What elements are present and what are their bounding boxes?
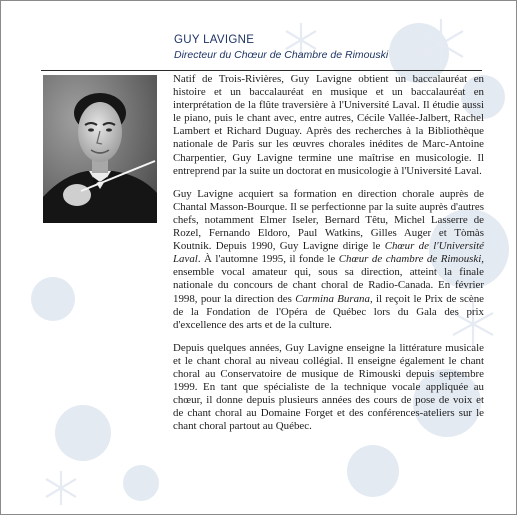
bio-paragraph-2-part-4: , il reçoit le Prix de scène de la Fondation de l'Opéra de Québec lors du Gala des prix d'excellence des arts et de la culture. <box>173 292 484 331</box>
bio-paragraph-2-part-2: . À l'automne 1995, il fonde le <box>197 253 339 266</box>
bio-paragraph-3: Depuis quelques années, Guy Lavigne enseigne la littérature musicale et le chant choral au niveau collégial. Il enseigne également le chant choral au Conservatoire de musique de Rimouski depuis septembre 1999. En tant que spécialiste de la technique vocale appliquée au chœur, il donne depuis plusieurs années des cours de pose de voix et de chant choral au Domaine Forget et des conférences-ateliers sur le chant choral partout au Québec. <box>173 341 484 433</box>
portrait-illustration <box>43 75 157 223</box>
header-divider <box>41 70 482 71</box>
bio-paragraph-2 <box>173 188 484 332</box>
choir-name-rimouski: Chœur de chambre de Rimouski <box>338 253 482 266</box>
bio-paragraph-1: Natif de Trois-Rivières, Guy Lavigne obtient un baccalauréat en histoire et un baccalauréat en musique et un baccalauréat en interprétation de la flûte traversière à l'Université Laval. Il étudie aussi le piano, puis le chant avec, entre autres, Cécile Vallée-Jalbert, Rachel Lambert et Richard Duguay. Après des recherches à la Bibliothèque nationale de Paris sur les œuvres chorales inédites de Marc-Antoine Charpentier, Guy Lavigne termine une maîtrise en musicologie. Il entreprend par la suite un doctorat en musicologie à l'Université Laval. <box>173 73 484 177</box>
biography-text <box>173 73 484 433</box>
portrait-photo <box>43 75 157 223</box>
bio-paragraph-2-part-3: , ensemble vocal amateur qui, sous sa direction, atteint la finale nationale du concours de chant choral de Radio-Canada. En février 1998, pour la direction des <box>173 253 484 305</box>
performer-name: GUY LAVIGNE <box>174 34 255 46</box>
work-title-carmina-burana: Carmina Burana <box>295 292 370 305</box>
choir-name-laval: Chœur de l'Université Laval <box>173 240 484 266</box>
performer-role: Directeur du Chœur de Chambre de Rimouski <box>174 49 389 61</box>
bio-paragraph-2-part-1: Guy Lavigne acquiert sa formation en direction chorale auprès de Chantal Masson-Bourque. Il se perfectionne par la suite auprès d'autres chefs, notamment Elmer Iseler, Bernard Têtu, Michel Lasserre de Rozel, Fernando Eldoro, Paul Watkins, Gilles Auger et Tòmàs Koutnik. Depuis 1990, Guy Lavigne dirige le <box>173 187 484 253</box>
